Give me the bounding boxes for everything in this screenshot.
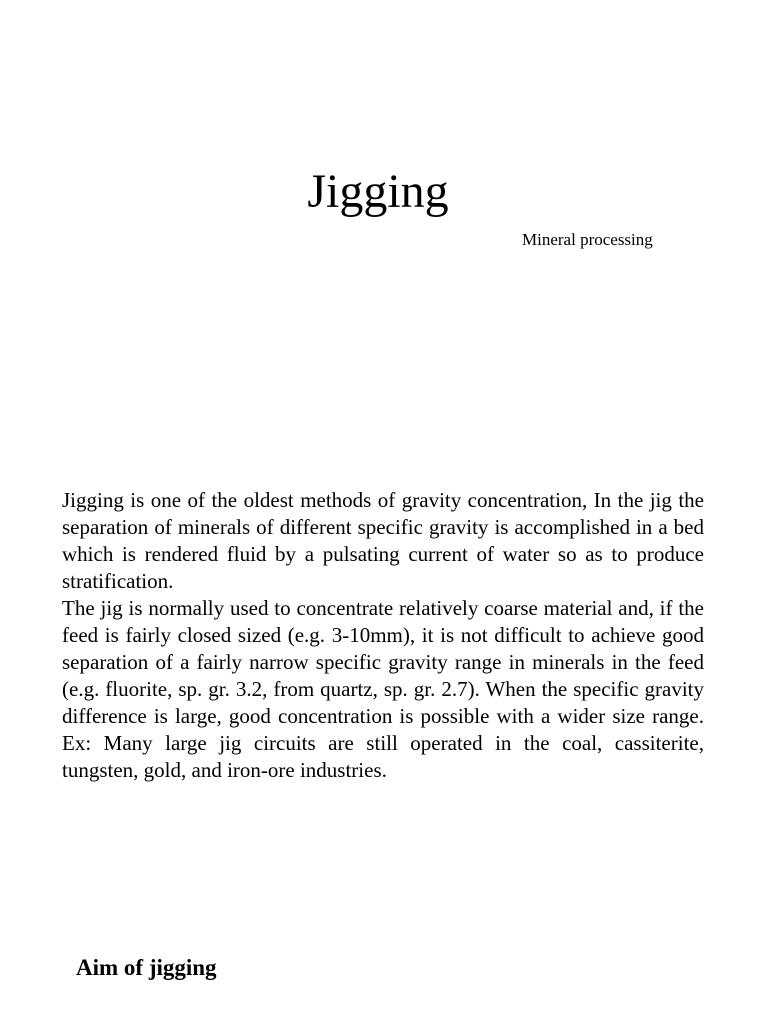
- page-title: Jigging: [307, 165, 449, 218]
- body-text: [62, 487, 704, 784]
- paragraph-intro: Jigging is one of the oldest methods of gravity concentration, In the jig the separation of minerals of different specific gravity is accomplished in a bed which is rendered fluid by a pulsating current of water so as to produce stratification.: [62, 488, 704, 593]
- section-heading: Aim of jigging: [76, 955, 217, 980]
- paragraph-usage: The jig is normally used to concentrate relatively coarse material and, if the feed is fairly closed sized (e.g. 3-10mm), it is not difficult to achieve good separation of a fairly narrow specific gravity range in minerals in the feed (e.g. fluorite, sp. gr. 3.2, from quartz, sp. gr. 2.7). When the specific gravity difference is large, good concentration is possible with a wider size range. Ex: Many large jig circuits are still operated in the coal, cassiterite, tungsten, gold, and iron-ore industries.: [62, 596, 704, 782]
- page-subtitle: Mineral processing: [522, 230, 653, 249]
